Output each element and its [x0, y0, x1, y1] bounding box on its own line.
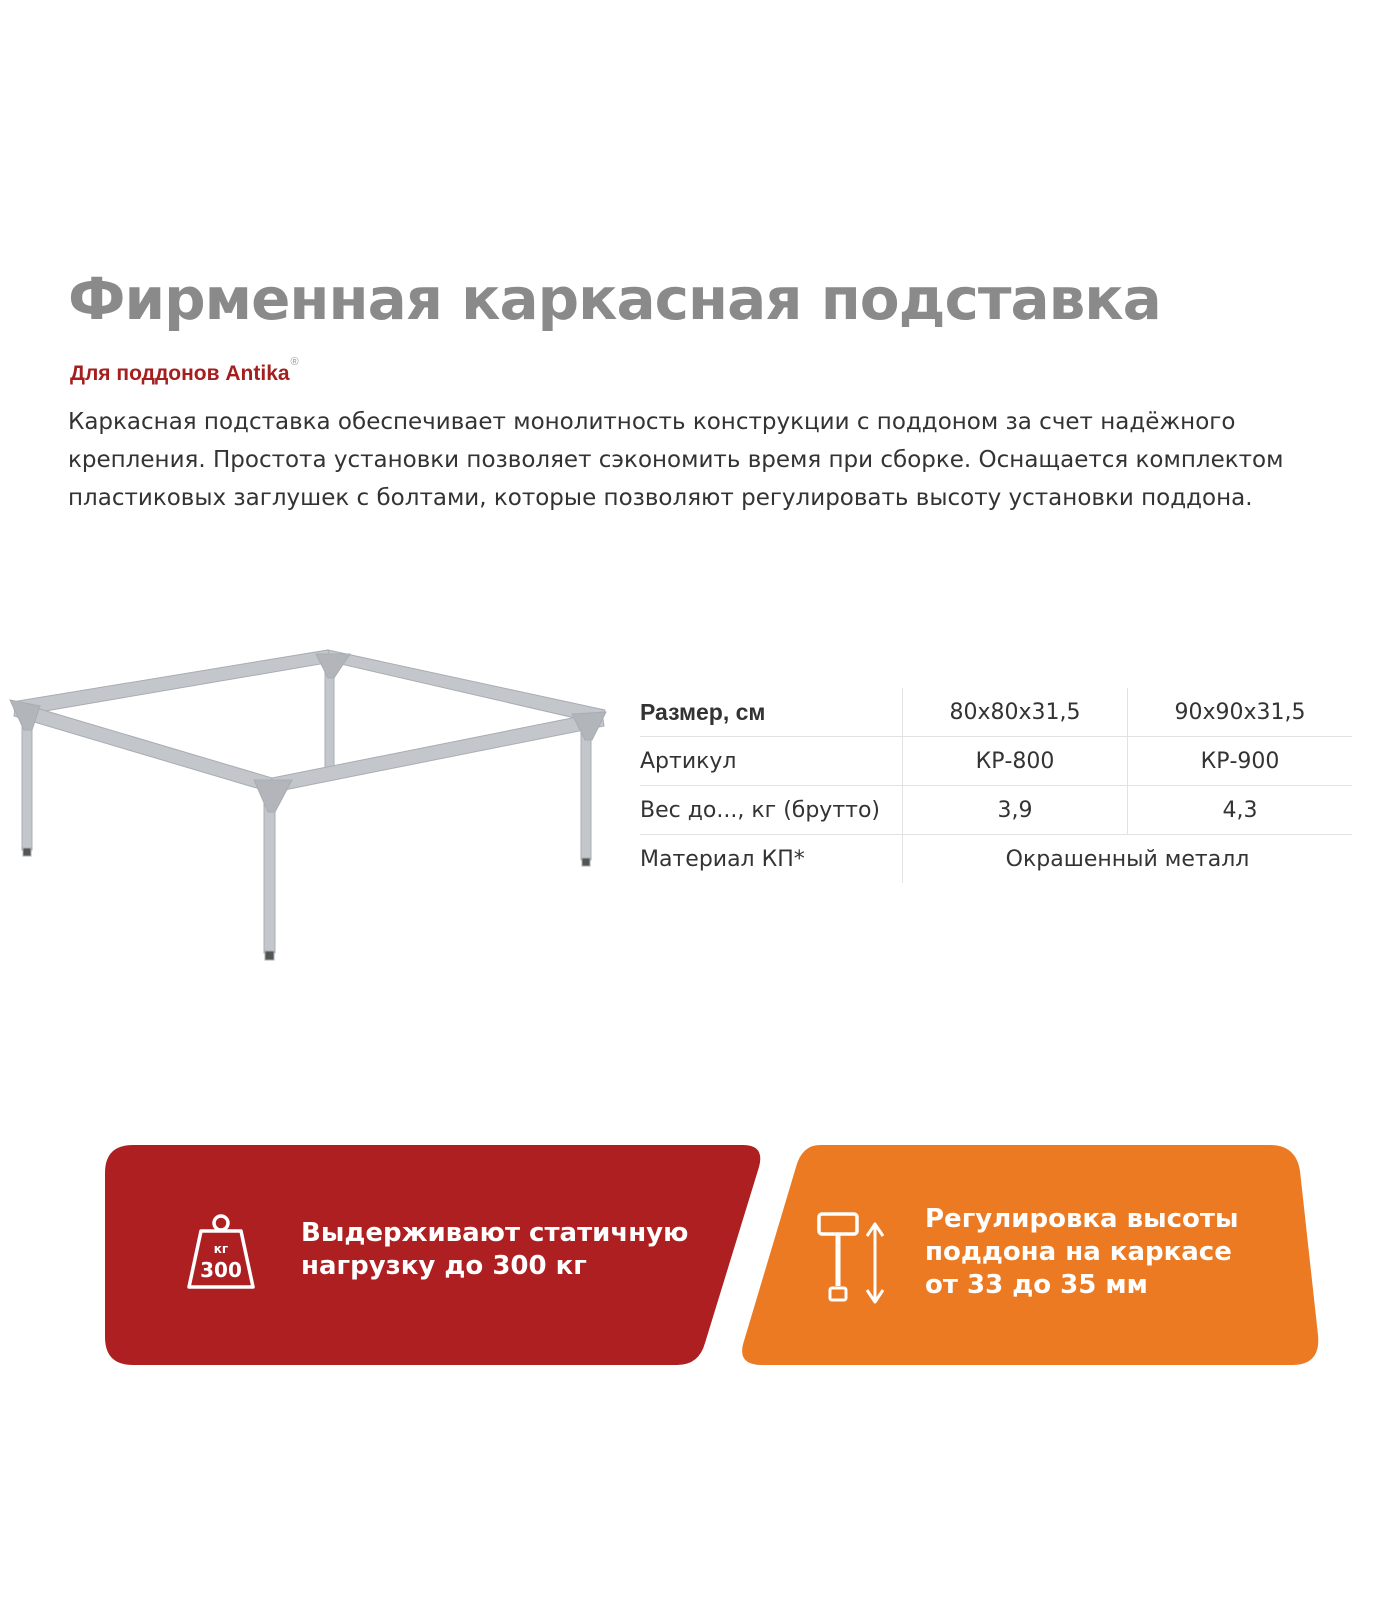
- spec-value: 90х90х31,5: [1128, 688, 1353, 737]
- spec-row-article: [640, 737, 1352, 786]
- spec-value: КР-800: [903, 737, 1128, 786]
- weight-icon-value: 300: [200, 1258, 242, 1282]
- spec-row-size: [640, 688, 1352, 737]
- spec-value: 4,3: [1128, 786, 1353, 835]
- description: Каркасная подставка обеспечивает монолитность конструкции с поддоном за счет надёжного крепления. Простота установки позволяет сэкономить время при сборке. Оснащается комплектом пластиковых заглушек с болтами, которые позволяют регулировать высоту установки поддона.: [68, 409, 1284, 511]
- spec-label: Артикул: [640, 737, 903, 786]
- spec-value: КР-900: [1128, 737, 1353, 786]
- spec-row-material: [640, 835, 1352, 884]
- registered-mark: ®: [290, 356, 299, 368]
- spec-value: Окрашенный металл: [903, 835, 1353, 884]
- load-banner-text: Выдерживают статичную нагрузку до 300 кг: [301, 1218, 689, 1281]
- page-title: Фирменная каркасная подставка: [68, 265, 1161, 333]
- spec-value: 80х80х31,5: [903, 688, 1128, 737]
- subtitle-text: Для поддонов Antika: [70, 362, 290, 385]
- subtitle: [70, 356, 299, 386]
- spec-label: Материал КП*: [640, 846, 805, 872]
- frame-stand-illustration: [0, 640, 620, 980]
- height-banner-text: Регулировка высоты поддона на каркасе от 33 до 35 мм: [925, 1204, 1239, 1300]
- spec-label: Вес до..., кг (брутто): [640, 786, 903, 835]
- weight-300kg-icon: [183, 1213, 259, 1293]
- weight-icon-unit: кг: [213, 1242, 229, 1256]
- height-adjust-banner: [740, 1145, 1320, 1365]
- load-capacity-banner: [105, 1145, 763, 1365]
- specs-table: [640, 688, 1352, 883]
- spec-label: Размер, см: [640, 688, 903, 737]
- spec-value: 3,9: [903, 786, 1128, 835]
- height-adjust-icon: [815, 1210, 895, 1310]
- spec-row-weight: [640, 786, 1352, 835]
